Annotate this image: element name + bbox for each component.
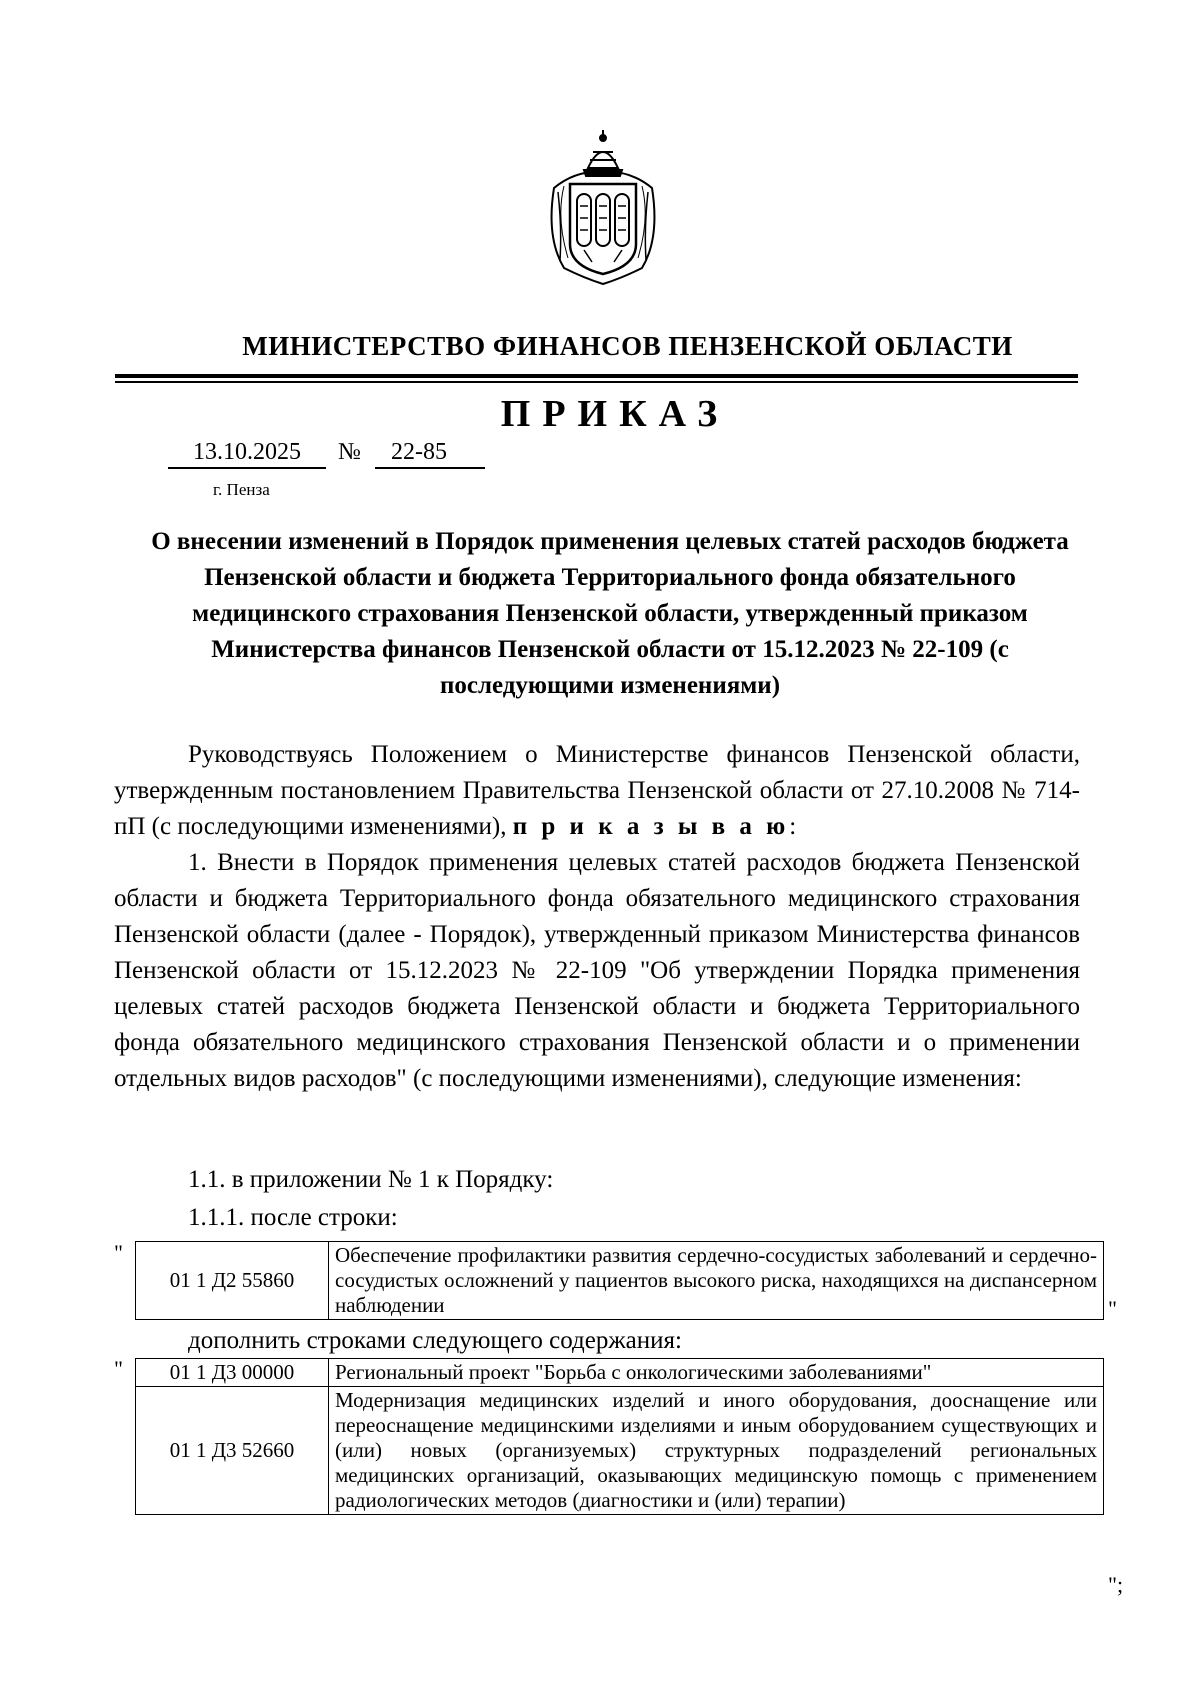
row-code: 01 1 Д2 55860 xyxy=(136,1242,329,1320)
header-rule-thin xyxy=(115,381,1078,383)
table-after-close-quote: "; xyxy=(1108,1572,1124,1597)
row-code: 01 1 Д3 52660 xyxy=(136,1387,329,1515)
table-row xyxy=(136,1359,1104,1387)
table-row xyxy=(136,1242,1104,1320)
document-date: 13.10.2025 xyxy=(168,437,326,469)
order-word: п р и к а з ы в а ю xyxy=(512,813,790,840)
table-before-close-quote: " xyxy=(1108,1296,1117,1321)
table-row xyxy=(136,1387,1104,1515)
table-before xyxy=(135,1241,1104,1320)
document-type: ПРИКАЗ xyxy=(500,393,730,435)
table-after xyxy=(135,1358,1104,1515)
preamble-text: Руководствуясь Положением о Министерстве финансов Пензенской области, утвержденным постановлением Правительства Пензенской области от 27.10.2008 № 714-пП (с последующими изменениями), xyxy=(114,741,1080,840)
item-1-1-1: 1.1.1. после строки: xyxy=(188,1204,398,1231)
preamble-paragraph xyxy=(114,737,1080,845)
preamble-colon: : xyxy=(789,813,797,840)
row-description: Модернизация медицинских изделий и иного оборудования, дооснащение или переоснащение медицинскими изделиями и иным оборудованием существующих и (или) новых (организуемых) структурных подразделений региональных медицинских организаций, оказывающих медицинскую помощь с применением радиологических методов (диагностики и (или) терапии) xyxy=(329,1387,1104,1515)
coat-of-arms-emblem xyxy=(540,128,666,288)
item-1-1: 1.1. в приложении № 1 к Порядку: xyxy=(188,1166,554,1193)
row-code: 01 1 Д3 00000 xyxy=(136,1359,329,1387)
table-after-open-quote: " xyxy=(114,1356,123,1381)
document-title: О внесении изменений в Порядок применения целевых статей расходов бюджета Пензенской области и бюджета Территориального фонда обязательного медицинского страхования Пензенской области, утвержденный приказом Министерства финансов Пензенской области от 15.12.2023 № 22-109 (с последующими изменениями) xyxy=(151,528,1069,699)
number-sign: № xyxy=(338,439,361,465)
document-number: 22-85 xyxy=(375,437,485,469)
row-description: Региональный проект "Борьба с онкологическими заболеваниями" xyxy=(329,1359,1104,1387)
document-city: г. Пенза xyxy=(213,480,270,499)
row-description: Обеспечение профилактики развития сердечно-сосудистых заболеваний и сердечно-сосудистых осложнений у пациентов высокого риска, находящихся на диспансерном наблюдении xyxy=(329,1242,1104,1320)
table-before-open-quote: " xyxy=(114,1240,123,1265)
header-rule-thick xyxy=(115,374,1078,378)
item-1-paragraph: 1. Внести в Порядок применения целевых статей расходов бюджета Пензенской области и бюджета Территориального фонда обязательного медицинского страхования Пензенской области (далее - Порядок), утвержденный приказом Министерства финансов Пензенской области от 15.12.2023 № 22-109 "Об утверждении Порядка применения целевых статей расходов бюджета Пензенской области и бюджета Территориального фонда обязательного медицинского страхования Пензенской области и о применении отдельных видов расходов" (с последующими изменениями), следующие изменения: xyxy=(114,849,1080,1092)
ministry-name: МИНИСТЕРСТВО ФИНАНСОВ ПЕНЗЕНСКОЙ ОБЛАСТИ xyxy=(242,331,1013,361)
supplement-line: дополнить строками следующего содержания: xyxy=(188,1327,682,1354)
document-body xyxy=(114,737,1080,1097)
